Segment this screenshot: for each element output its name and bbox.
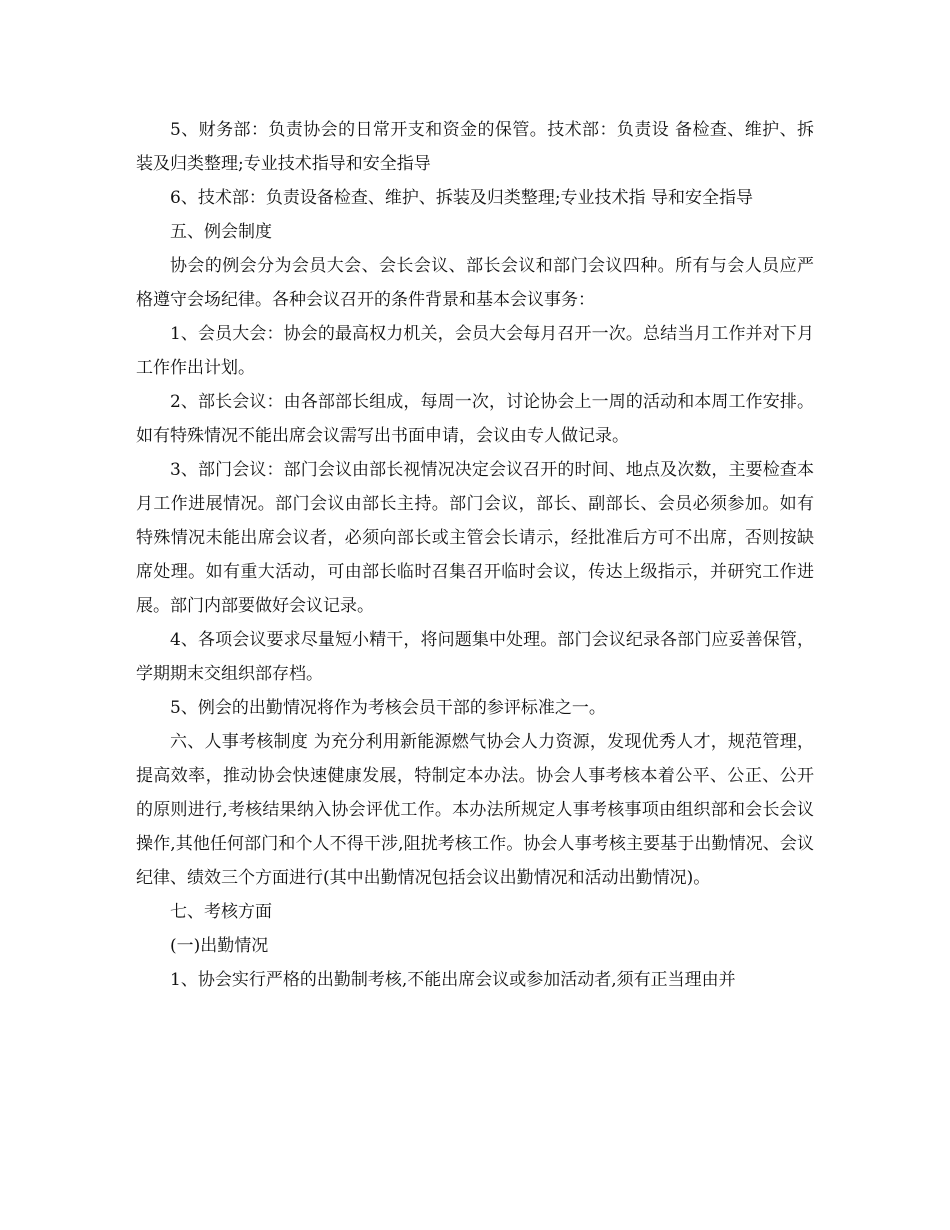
paragraph-attendance-rule: 1、协会实行严格的出勤制考核,不能出席会议或参加活动者,须有正当理由并 [170, 970, 736, 990]
section-heading-assessment: 七、考核方面 [170, 902, 272, 922]
paragraph-meeting-types: 协会的例会分为会员大会、会长会议、部长会议和部门会议四种。所有与会人员应严格遵守会场纪律。各种会议召开的条件背景和基本会议事务： [136, 256, 814, 310]
paragraph-personnel-assessment: 六、人事考核制度 为充分利用新能源燃气协会人力资源，发现优秀人才，规范管理，提高效率，推动协会快速健康发展，特制定本办法。协会人事考核本着公平、公正、公开的原则进行,考核结果纳入协会评优工作。本办法所规定人事考核事项由组织部和会长会议操作,其他任何部门和个人不得干涉,阻扰考核工作。协会人事考核主要基于出勤情况、会议纪律、绩效三个方面进行(其中出勤情况包括会议出勤情况和活动出勤情况)。 [136, 732, 814, 888]
paragraph-attendance-standard: 5、例会的出勤情况将作为考核会员干部的参评标准之一。 [170, 698, 606, 718]
paragraph-department-meeting: 3、部门会议：部门会议由部长视情况决定会议召开的时间、地点及次数，主要检查本月工作进展情况。部门会议由部长主持。部门会议，部长、副部长、会员必须参加。如有特殊情况未能出席会议者，必须向部长或主管会长请示，经批准后方可不出席，否则按缺席处理。如有重大活动，可由部长临时召集召开临时会议，传达上级指示，并研究工作进展。部门内部要做好会议记录。 [136, 460, 814, 616]
paragraph-finance-dept: 5、财务部：负责协会的日常开支和资金的保管。技术部：负责设 备检查、维护、拆装及归类整理;专业技术指导和安全指导 [136, 120, 814, 174]
paragraph-meeting-requirements: 4、各项会议要求尽量短小精干，将问题集中处理。部门会议纪录各部门应妥善保管，学期期末交组织部存档。 [136, 630, 814, 684]
document-page [136, 113, 814, 997]
section-heading-meetings: 五、例会制度 [170, 222, 272, 242]
paragraph-tech-dept: 6、技术部：负责设备检查、维护、拆装及归类整理;专业技术指 导和安全指导 [170, 188, 753, 208]
subheading-attendance: (一)出勤情况 [170, 936, 269, 956]
paragraph-general-meeting: 1、会员大会：协会的最高权力机关，会员大会每月召开一次。总结当月工作并对下月工作作出计划。 [136, 324, 814, 378]
paragraph-minister-meeting: 2、部长会议：由各部部长组成，每周一次，讨论协会上一周的活动和本周工作安排。如有特殊情况不能出席会议需写出书面申请，会议由专人做记录。 [136, 392, 814, 446]
